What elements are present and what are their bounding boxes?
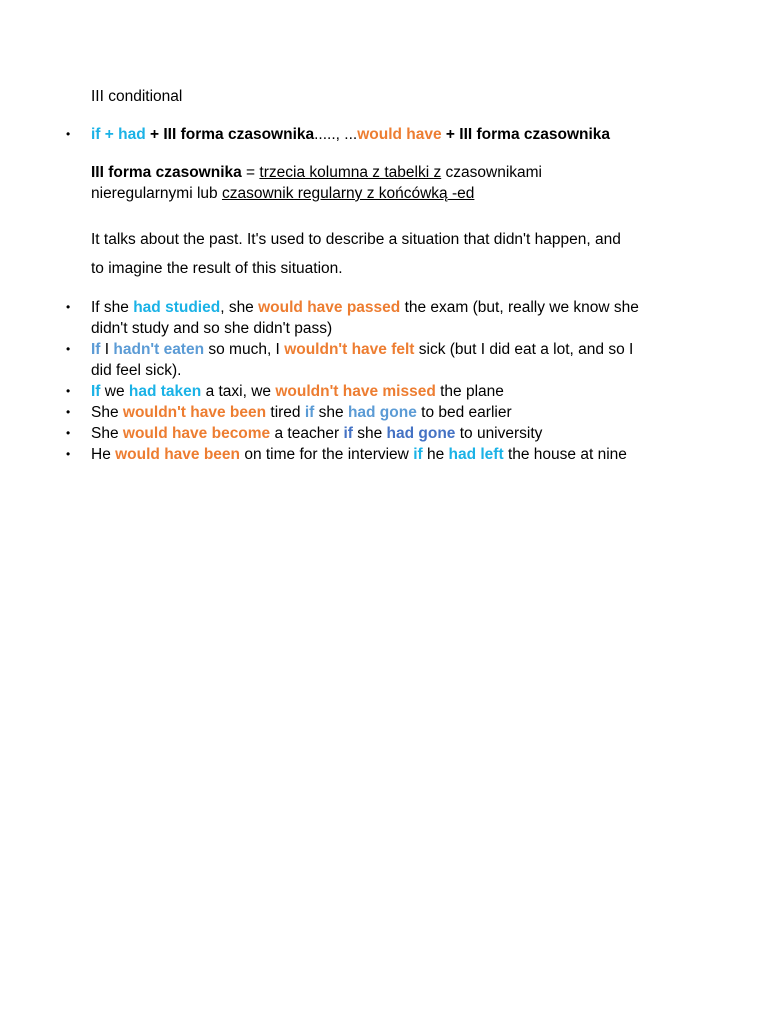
list-item <box>91 297 681 318</box>
example-text: If she <box>91 299 134 316</box>
example-text: on time for the interview <box>240 446 414 463</box>
example-text: tired <box>266 404 305 421</box>
example-highlight: If <box>91 383 101 400</box>
example-text: I <box>100 341 114 358</box>
dots-text: ....., ... <box>314 126 358 143</box>
example-text: He <box>91 446 116 463</box>
example-text: we <box>100 383 129 400</box>
example-highlight: wouldn't have missed <box>275 383 436 400</box>
examples-list <box>91 297 681 465</box>
example-text: she <box>352 425 387 442</box>
example-continuation: didn't study and so she didn't pass) <box>91 320 333 337</box>
example-highlight: wouldn't have been <box>122 404 267 421</box>
example-text: a taxi, we <box>201 383 276 400</box>
formula-bullet <box>91 124 681 145</box>
example-text: he <box>422 446 449 463</box>
list-item <box>91 423 681 444</box>
list-item <box>91 444 681 465</box>
example-highlight: would have been <box>115 446 241 463</box>
example-text: the plane <box>435 383 504 400</box>
example-highlight: if <box>304 404 315 421</box>
example-highlight: wouldn't have felt <box>284 341 415 358</box>
example-highlight: if <box>413 446 423 463</box>
list-item <box>91 381 681 402</box>
example-highlight: had taken <box>128 383 202 400</box>
example-text: she <box>314 404 348 421</box>
explanation-line-2: to imagine the result of this situation. <box>91 260 343 277</box>
example-text: , she <box>220 299 259 316</box>
definition-text-1: czasownikami <box>441 164 542 181</box>
if-had-text: if + had <box>91 126 146 143</box>
definition-line-2 <box>91 183 681 204</box>
example-text: to university <box>455 425 543 442</box>
definition-underlined-1: trzecia kolumna z tabelki z <box>259 164 442 181</box>
definition-term: III forma czasownika <box>91 164 242 181</box>
example-text: to bed earlier <box>416 404 512 421</box>
definition-text-2: nieregularnymi lub <box>91 185 222 202</box>
example-text: the exam (but, really we know she <box>400 299 639 316</box>
list-item <box>91 402 681 423</box>
document-title <box>91 86 681 107</box>
example-highlight: had gone <box>347 404 417 421</box>
example-continuation: did feel sick). <box>91 362 182 379</box>
definition-paragraph <box>91 162 681 204</box>
example-text: a teacher <box>270 425 344 442</box>
example-highlight: if <box>343 425 353 442</box>
would-have-text: would have <box>357 126 442 143</box>
definition-underlined-2: czasownik regularny z końcówką -ed <box>221 185 475 202</box>
formula-line <box>91 124 681 145</box>
list-item <box>91 339 681 360</box>
example-text: She <box>91 404 123 421</box>
explanation-paragraph <box>91 225 681 283</box>
forma-text: III forma czasownika <box>163 126 315 143</box>
title-text: III conditional <box>91 88 183 105</box>
example-highlight: had studied <box>133 299 221 316</box>
example-highlight: would have become <box>122 425 271 442</box>
example-highlight: had gone <box>386 425 456 442</box>
explanation-line-1: It talks about the past. It's used to describe a situation that didn't happen, and <box>91 231 621 248</box>
example-highlight: hadn't eaten <box>113 341 205 358</box>
forma-text-2: III forma czasownika <box>459 126 611 143</box>
plus-sign: + <box>145 126 164 143</box>
example-text: sick (but I did eat a lot, and so I <box>414 341 634 358</box>
example-text: so much, I <box>204 341 285 358</box>
example-text: She <box>91 425 123 442</box>
example-text: the house at nine <box>503 446 627 463</box>
definition-line-1 <box>91 162 681 183</box>
example-highlight: had left <box>448 446 504 463</box>
example-highlight: If <box>91 341 101 358</box>
equals-sign: = <box>241 164 260 181</box>
example-highlight: would have passed <box>258 299 401 316</box>
plus-sign-2: + <box>441 126 460 143</box>
